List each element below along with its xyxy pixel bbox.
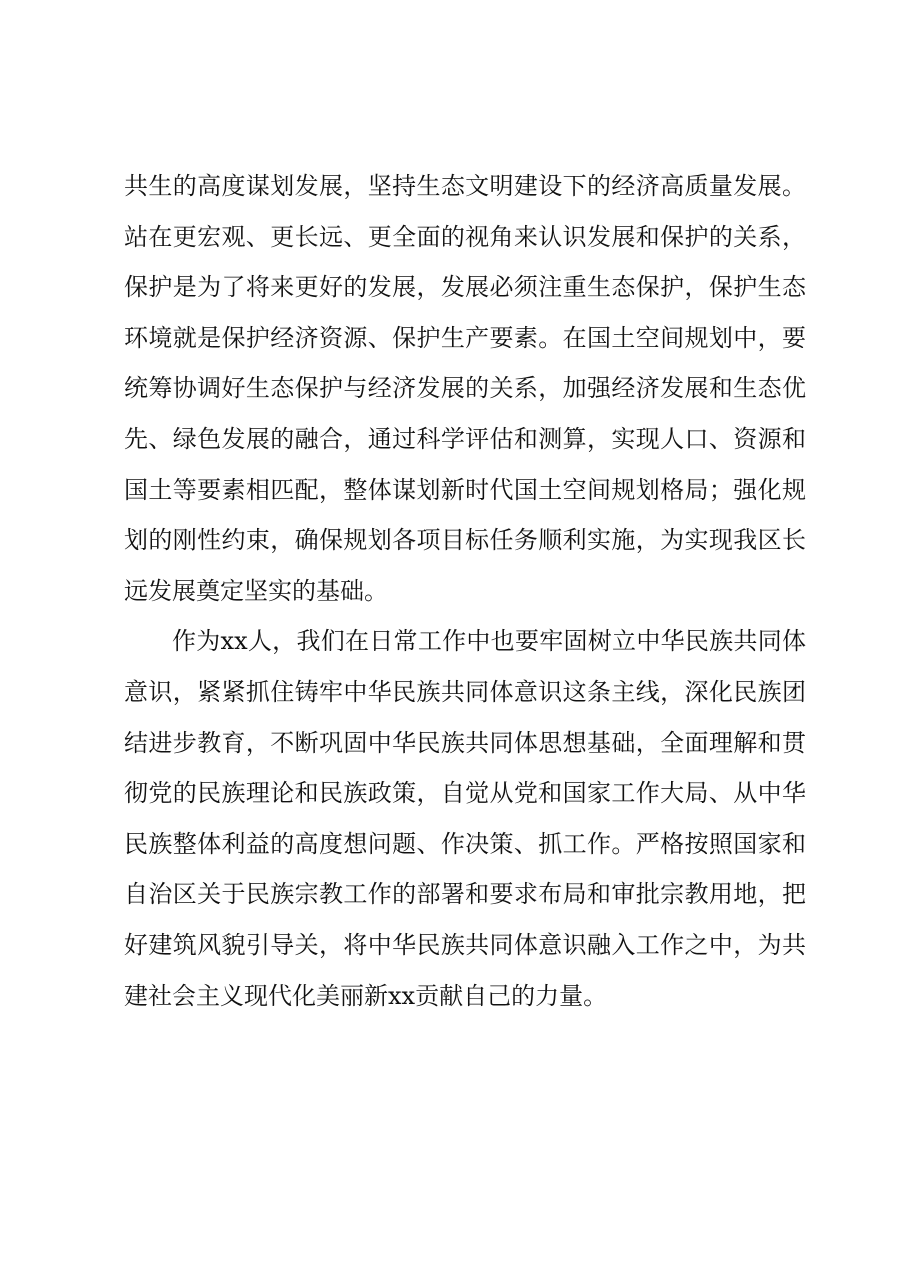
- text-line: 国土等要素相匹配，整体谋划新时代国土空间规划格局；强化规: [124, 475, 806, 504]
- text-line: 环境就是保护经济资源、保护生产要素。在国土空间规划中，要: [124, 323, 806, 352]
- text-line: 先、绿色发展的融合，通过科学评估和测算，实现人口、资源和: [124, 424, 806, 453]
- text-line: 共生的高度谋划发展，坚持生态文明建设下的经济高质量发展。: [124, 172, 806, 200]
- text-line: 民族整体利益的高度想问题、作决策、抓工作。严格按照国家和: [124, 829, 806, 858]
- paragraph-2: [124, 621, 806, 1026]
- text-line: 彻党的民族理论和民族政策，自觉从党和国家工作大局、从中华: [124, 779, 806, 808]
- text-line: 自治区关于民族宗教工作的部署和要求布局和审批宗教用地，把: [124, 880, 806, 909]
- text-line: 结进步教育，不断巩固中华民族共同体思想基础，全面理解和贯: [124, 728, 806, 757]
- text-line: 划的刚性约束，确保规划各项目标任务顺利实施，为实现我区长: [124, 526, 806, 555]
- text-line: 好建筑风貌引导关，将中华民族共同体意识融入工作之中，为共: [124, 930, 806, 959]
- text-line: 远发展奠定坚实的基础。: [124, 576, 388, 605]
- text-line: 保护是为了将来更好的发展，发展必须注重生态保护，保护生态: [124, 273, 806, 302]
- text-line: 站在更宏观、更长远、更全面的视角来认识发展和保护的关系，: [124, 222, 806, 251]
- text-line: 作为xx人，我们在日常工作中也要牢固树立中华民族共同体: [172, 627, 806, 656]
- text-line: 意识，紧紧抓住铸牢中华民族共同体意识这条主线，深化民族团: [124, 677, 806, 706]
- text-line: 统筹协调好生态保护与经济发展的关系，加强经济发展和生态优: [124, 374, 806, 403]
- paragraph-1: [124, 166, 806, 621]
- document-body: [124, 166, 806, 1026]
- text-line: 建社会主义现代化美丽新xx贡献自己的力量。: [124, 981, 608, 1010]
